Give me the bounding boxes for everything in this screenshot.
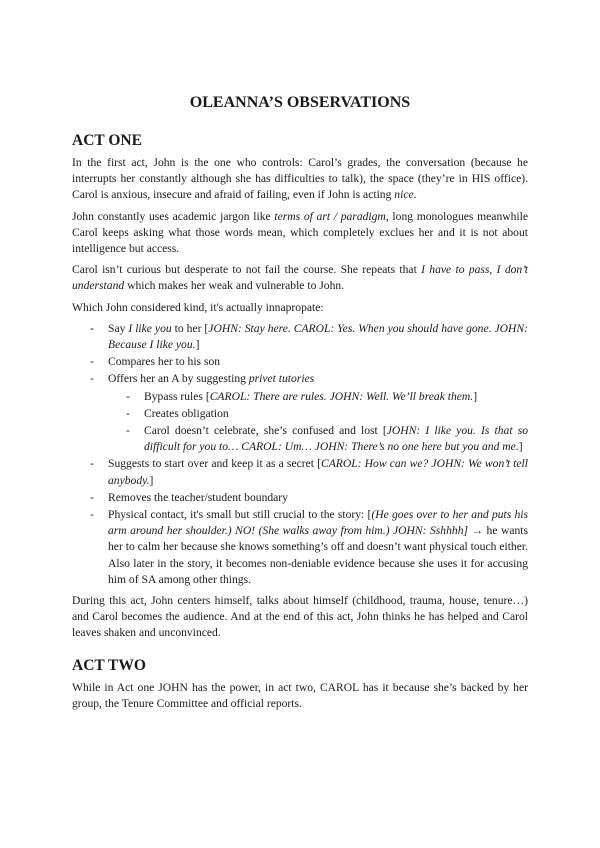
act-one-paragraph-5: During this act, John centers himself, talks about himself (childhood, trauma, house, tenure…) and Carol becomes the audience. And at the end of this act, John thinks he has helped and Carol leaves shaken and unconvinced. [72,594,528,640]
sub-list [108,389,528,456]
text-run: In the first act, John is the one who controls: Carol’s grades, the conversation (because he interrupts her constantly although she has difficulties to talk), the space (they’re in HIS office). Carol is anxious, insecure and afraid of failing, even if John is acting [72,156,528,202]
italic-text-run: I like you [128,321,172,335]
act-two-heading: ACT TWO [72,656,146,674]
text-run: to her [ [171,321,209,335]
text-run: Physical contact, it's small but still crucial to the story: [ [108,508,372,522]
act-one-paragraph-1 [72,155,528,204]
text-run: Suggests to start over and keep it as a secret [ [108,457,321,471]
italic-text-run: terms of art / paradigm [274,209,386,223]
sub-list-item [108,389,528,405]
quote-text-run: CAROL: There are rules. JOHN: Well. We’ll break them. [209,389,474,403]
list-item [72,371,528,455]
quote-text-run: JOHN: I like you. Is that so difficult for you to… CAROL: Um… JOHN: There’s no one here but you and me. [144,424,528,454]
text-run: → he wants her to calm her because she knows something’s off and doesn’t want physical touch either. Also later in the story, it becomes non-deniable evidence because she uses it for accusing him of SA among other things. [108,524,528,586]
sub-list-item [108,423,528,455]
act-two-paragraph-1: While in Act one JOHN has the power, in act two, CAROL has it because she’s backed by her group, the Tenure Committee and official reports. [72,680,528,710]
act-one-paragraph-4: Which John considered kind, it's actually innapropate: [72,300,324,314]
list-item [72,321,528,353]
act-one-paragraph-2 [72,209,528,258]
text-run: Bypass rules [ [144,389,210,403]
act-one-paragraph-3 [72,262,528,294]
act-one-heading: ACT ONE [72,132,142,149]
list-item [72,456,528,488]
list-item: - Removes the teacher/student boundary [72,490,528,506]
text-run: Carol doesn’t celebrate, she’s confused and lost [ [144,424,387,438]
text-run: which makes her weak and vulnerable to John. [124,279,345,293]
text-run: ] [195,338,200,352]
quote-text-run: (He goes over to her and puts his arm around her shoulder.) NO! (She walks away from him.) JOHN: Sshhhh] [108,508,528,538]
italic-text-run: nice [394,188,414,202]
text-run: . [413,188,417,202]
list-item: - Compares her to his son [72,354,528,370]
text-run: , long monologues meanwhile Carol keeps asking what those words mean, which completely exclues her and it is not about intelligence but access. [72,209,528,256]
list-item [72,507,528,588]
quote-text-run: CAROL: How can we? JOHN: We won’t tell anybody. [108,457,528,487]
text-run: Carol isn’t curious but desperate to not fail the course. She repeats that [72,263,422,277]
italic-text-run: privet tutories [248,372,315,386]
text-run: Offers her an A by suggesting [108,372,249,386]
act-two-section [72,656,528,712]
text-run: ] [149,473,154,487]
text-run: John constantly uses academic jargon like [72,209,275,223]
document-title: OLEANNA’S OBSERVATIONS [189,94,411,111]
text-run: ] [473,389,478,403]
text-run: Say [108,321,129,335]
sub-list-item: - Creates obligation [108,406,528,422]
italic-text-run: I have to pass, I don’t understand [72,263,529,293]
act-one-section [72,131,528,642]
inappropriate-actions-list [72,321,528,588]
text-run: ] [518,440,523,454]
quote-text-run: JOHN: Stay here. CAROL: Yes. When you should have gone. JOHN: Because I like you. [108,321,528,352]
